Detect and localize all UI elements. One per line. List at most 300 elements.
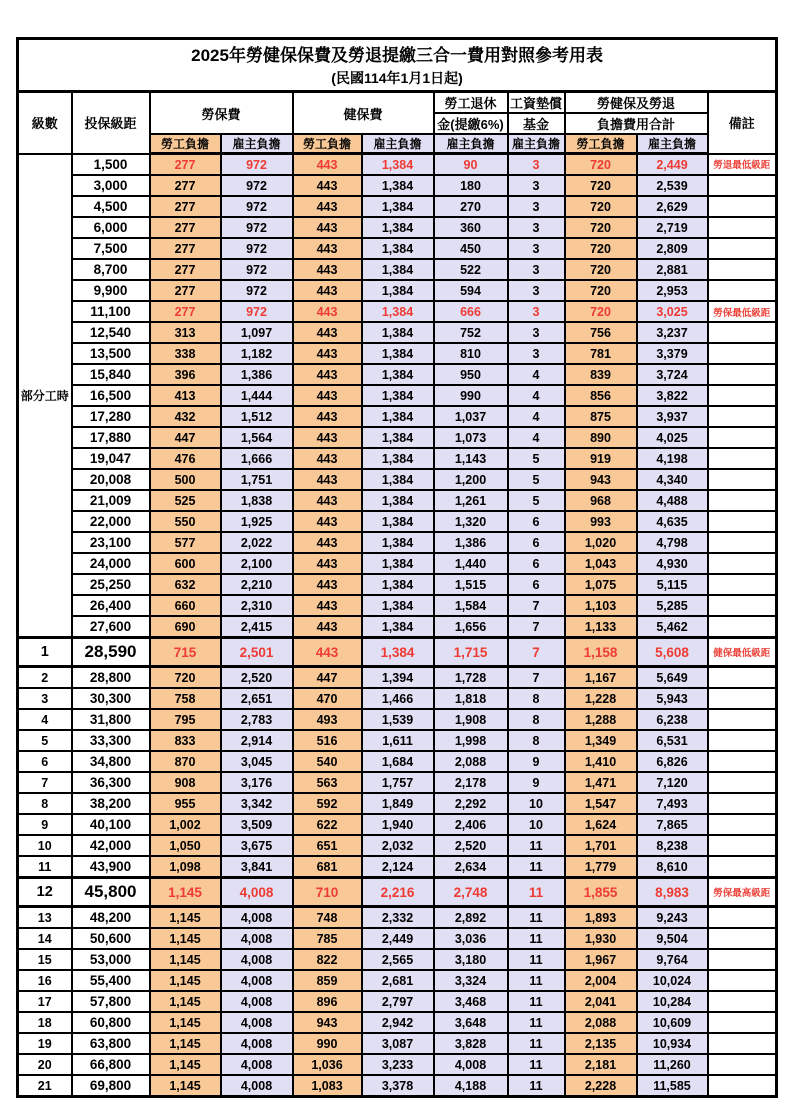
cell-total-worker: 2,228 bbox=[565, 1075, 637, 1097]
col-header-wage-fund-line2: 基金 bbox=[508, 113, 565, 134]
cell-labor-ins-employer: 3,342 bbox=[221, 793, 293, 814]
cell-labor-ins-employer: 4,008 bbox=[221, 949, 293, 970]
cell-total-employer: 2,881 bbox=[637, 259, 708, 280]
cell-labor-ins-worker: 277 bbox=[150, 175, 221, 196]
cell-health-ins-worker: 443 bbox=[293, 511, 362, 532]
cell-health-ins-employer: 1,384 bbox=[362, 301, 434, 322]
cell-pension-employer: 1,715 bbox=[434, 638, 508, 667]
table-row bbox=[18, 709, 777, 730]
cell-total-worker: 875 bbox=[565, 406, 637, 427]
cell-remark bbox=[708, 751, 777, 772]
table-title-cell bbox=[18, 39, 777, 92]
cell-total-worker: 720 bbox=[565, 301, 637, 322]
cell-remark bbox=[708, 688, 777, 709]
cell-remark bbox=[708, 1012, 777, 1033]
cell-bracket: 25,250 bbox=[72, 574, 150, 595]
cell-health-ins-worker: 710 bbox=[293, 878, 362, 907]
cell-remark bbox=[708, 574, 777, 595]
cell-total-employer: 5,608 bbox=[637, 638, 708, 667]
cell-labor-ins-worker: 720 bbox=[150, 667, 221, 689]
col-header-total-line1: 勞健保及勞退 bbox=[565, 92, 708, 114]
cell-remark bbox=[708, 1054, 777, 1075]
subheader-labor-worker: 勞工負擔 bbox=[150, 134, 221, 154]
cell-total-employer: 3,822 bbox=[637, 385, 708, 406]
cell-level: 20 bbox=[18, 1054, 72, 1075]
cell-health-ins-worker: 443 bbox=[293, 385, 362, 406]
table-subtitle: (民國114年1月1日起) bbox=[331, 70, 463, 86]
cell-labor-ins-employer: 972 bbox=[221, 175, 293, 196]
cell-labor-ins-employer: 972 bbox=[221, 301, 293, 322]
cell-labor-ins-employer: 972 bbox=[221, 154, 293, 176]
table-row bbox=[18, 688, 777, 709]
table-row bbox=[18, 238, 777, 259]
cell-health-ins-employer: 1,611 bbox=[362, 730, 434, 751]
cell-labor-ins-worker: 1,145 bbox=[150, 878, 221, 907]
cell-total-employer: 3,724 bbox=[637, 364, 708, 385]
cell-total-employer: 4,198 bbox=[637, 448, 708, 469]
cell-bracket: 42,000 bbox=[72, 835, 150, 856]
cell-labor-ins-employer: 2,100 bbox=[221, 553, 293, 574]
cell-total-worker: 1,893 bbox=[565, 907, 637, 929]
cell-labor-ins-employer: 2,415 bbox=[221, 616, 293, 638]
cell-pension-employer: 3,180 bbox=[434, 949, 508, 970]
cell-pension-employer: 360 bbox=[434, 217, 508, 238]
cell-wage-fund-employer: 8 bbox=[508, 709, 565, 730]
cell-labor-ins-worker: 577 bbox=[150, 532, 221, 553]
cell-labor-ins-employer: 1,925 bbox=[221, 511, 293, 532]
cell-total-worker: 756 bbox=[565, 322, 637, 343]
cell-bracket: 11,100 bbox=[72, 301, 150, 322]
cell-health-ins-employer: 1,384 bbox=[362, 532, 434, 553]
table-row bbox=[18, 991, 777, 1012]
cell-labor-ins-employer: 1,564 bbox=[221, 427, 293, 448]
cell-labor-ins-employer: 4,008 bbox=[221, 907, 293, 929]
table-row bbox=[18, 469, 777, 490]
cell-pension-employer: 1,998 bbox=[434, 730, 508, 751]
cell-total-worker: 2,181 bbox=[565, 1054, 637, 1075]
cell-remark bbox=[708, 991, 777, 1012]
cell-health-ins-employer: 1,384 bbox=[362, 574, 434, 595]
table-row bbox=[18, 907, 777, 929]
cell-remark: 健保最低級距 bbox=[708, 638, 777, 667]
cell-labor-ins-employer: 3,841 bbox=[221, 856, 293, 878]
cell-total-employer: 8,238 bbox=[637, 835, 708, 856]
cell-health-ins-employer: 1,384 bbox=[362, 343, 434, 364]
cell-wage-fund-employer: 11 bbox=[508, 949, 565, 970]
cell-wage-fund-employer: 11 bbox=[508, 907, 565, 929]
cell-labor-ins-employer: 2,310 bbox=[221, 595, 293, 616]
cell-total-employer: 8,983 bbox=[637, 878, 708, 907]
cell-wage-fund-employer: 4 bbox=[508, 427, 565, 448]
table-row bbox=[18, 385, 777, 406]
cell-health-ins-employer: 1,384 bbox=[362, 448, 434, 469]
cell-level: 6 bbox=[18, 751, 72, 772]
col-header-pension-line2: 金(提繳6%) bbox=[434, 113, 508, 134]
cell-pension-employer: 1,440 bbox=[434, 553, 508, 574]
cell-total-employer: 11,260 bbox=[637, 1054, 708, 1075]
cell-health-ins-employer: 1,384 bbox=[362, 322, 434, 343]
cell-health-ins-employer: 1,466 bbox=[362, 688, 434, 709]
cell-total-employer: 9,764 bbox=[637, 949, 708, 970]
cell-health-ins-employer: 3,378 bbox=[362, 1075, 434, 1097]
cell-labor-ins-worker: 632 bbox=[150, 574, 221, 595]
cell-pension-employer: 450 bbox=[434, 238, 508, 259]
cell-total-worker: 943 bbox=[565, 469, 637, 490]
cell-pension-employer: 3,468 bbox=[434, 991, 508, 1012]
cell-health-ins-employer: 1,384 bbox=[362, 616, 434, 638]
cell-total-employer: 5,462 bbox=[637, 616, 708, 638]
cell-bracket: 50,600 bbox=[72, 928, 150, 949]
cell-labor-ins-employer: 1,666 bbox=[221, 448, 293, 469]
cell-health-ins-employer: 2,449 bbox=[362, 928, 434, 949]
col-header-wage-fund-line1: 工資墊償 bbox=[508, 92, 565, 114]
cell-labor-ins-worker: 525 bbox=[150, 490, 221, 511]
cell-labor-ins-employer: 4,008 bbox=[221, 1075, 293, 1097]
part-time-label: 部分工時 bbox=[18, 154, 72, 638]
cell-bracket: 57,800 bbox=[72, 991, 150, 1012]
cell-labor-ins-worker: 1,145 bbox=[150, 949, 221, 970]
cell-labor-ins-employer: 4,008 bbox=[221, 1012, 293, 1033]
cell-level: 17 bbox=[18, 991, 72, 1012]
cell-labor-ins-employer: 1,838 bbox=[221, 490, 293, 511]
cell-total-worker: 1,779 bbox=[565, 856, 637, 878]
cell-wage-fund-employer: 11 bbox=[508, 1075, 565, 1097]
col-header-bracket: 投保級距 bbox=[72, 92, 150, 154]
cell-wage-fund-employer: 3 bbox=[508, 154, 565, 176]
cell-total-employer: 10,024 bbox=[637, 970, 708, 991]
cell-labor-ins-worker: 870 bbox=[150, 751, 221, 772]
cell-remark bbox=[708, 907, 777, 929]
cell-labor-ins-employer: 1,751 bbox=[221, 469, 293, 490]
cell-bracket: 4,500 bbox=[72, 196, 150, 217]
col-header-remark: 備註 bbox=[708, 92, 777, 154]
cell-remark bbox=[708, 667, 777, 689]
cell-total-worker: 1,855 bbox=[565, 878, 637, 907]
cell-remark bbox=[708, 856, 777, 878]
cell-labor-ins-worker: 1,145 bbox=[150, 907, 221, 929]
cell-wage-fund-employer: 11 bbox=[508, 1054, 565, 1075]
cell-wage-fund-employer: 6 bbox=[508, 532, 565, 553]
cell-health-ins-worker: 443 bbox=[293, 238, 362, 259]
cell-health-ins-employer: 3,087 bbox=[362, 1033, 434, 1054]
cell-health-ins-employer: 1,539 bbox=[362, 709, 434, 730]
cell-pension-employer: 810 bbox=[434, 343, 508, 364]
cell-total-employer: 2,809 bbox=[637, 238, 708, 259]
subheader-total-worker: 勞工負擔 bbox=[565, 134, 637, 154]
cell-level: 1 bbox=[18, 638, 72, 667]
table-row bbox=[18, 406, 777, 427]
cell-health-ins-employer: 2,124 bbox=[362, 856, 434, 878]
cell-wage-fund-employer: 8 bbox=[508, 730, 565, 751]
cell-wage-fund-employer: 5 bbox=[508, 469, 565, 490]
cell-total-employer: 3,379 bbox=[637, 343, 708, 364]
cell-bracket: 13,500 bbox=[72, 343, 150, 364]
table-row bbox=[18, 259, 777, 280]
cell-wage-fund-employer: 3 bbox=[508, 175, 565, 196]
table-row bbox=[18, 730, 777, 751]
cell-remark bbox=[708, 385, 777, 406]
cell-total-employer: 4,930 bbox=[637, 553, 708, 574]
cell-labor-ins-employer: 972 bbox=[221, 196, 293, 217]
cell-wage-fund-employer: 7 bbox=[508, 638, 565, 667]
cell-remark bbox=[708, 835, 777, 856]
cell-labor-ins-worker: 277 bbox=[150, 301, 221, 322]
cell-health-ins-worker: 859 bbox=[293, 970, 362, 991]
cell-health-ins-employer: 2,797 bbox=[362, 991, 434, 1012]
cell-labor-ins-worker: 955 bbox=[150, 793, 221, 814]
cell-health-ins-employer: 3,233 bbox=[362, 1054, 434, 1075]
cell-health-ins-worker: 443 bbox=[293, 553, 362, 574]
table-row bbox=[18, 574, 777, 595]
cell-labor-ins-worker: 277 bbox=[150, 217, 221, 238]
cell-pension-employer: 3,324 bbox=[434, 970, 508, 991]
cell-health-ins-worker: 443 bbox=[293, 343, 362, 364]
subheader-health-worker: 勞工負擔 bbox=[293, 134, 362, 154]
cell-total-employer: 11,585 bbox=[637, 1075, 708, 1097]
cell-level: 11 bbox=[18, 856, 72, 878]
cell-labor-ins-worker: 758 bbox=[150, 688, 221, 709]
cell-level: 16 bbox=[18, 970, 72, 991]
cell-level: 12 bbox=[18, 878, 72, 907]
table-row bbox=[18, 448, 777, 469]
cell-pension-employer: 950 bbox=[434, 364, 508, 385]
cell-pension-employer: 990 bbox=[434, 385, 508, 406]
cell-total-worker: 1,349 bbox=[565, 730, 637, 751]
cell-pension-employer: 2,520 bbox=[434, 835, 508, 856]
cell-wage-fund-employer: 7 bbox=[508, 595, 565, 616]
cell-health-ins-worker: 1,083 bbox=[293, 1075, 362, 1097]
cell-total-employer: 3,025 bbox=[637, 301, 708, 322]
cell-level: 14 bbox=[18, 928, 72, 949]
table-body bbox=[18, 154, 777, 1097]
cell-health-ins-worker: 443 bbox=[293, 259, 362, 280]
cell-remark bbox=[708, 511, 777, 532]
cell-pension-employer: 2,292 bbox=[434, 793, 508, 814]
header-row-1 bbox=[18, 92, 777, 114]
cell-health-ins-employer: 1,384 bbox=[362, 280, 434, 301]
cell-wage-fund-employer: 3 bbox=[508, 217, 565, 238]
cell-total-worker: 2,004 bbox=[565, 970, 637, 991]
table-row bbox=[18, 427, 777, 448]
cell-labor-ins-employer: 972 bbox=[221, 280, 293, 301]
cell-wage-fund-employer: 4 bbox=[508, 364, 565, 385]
cell-labor-ins-worker: 447 bbox=[150, 427, 221, 448]
cell-total-worker: 1,288 bbox=[565, 709, 637, 730]
cell-health-ins-worker: 443 bbox=[293, 217, 362, 238]
cell-health-ins-worker: 516 bbox=[293, 730, 362, 751]
cell-health-ins-employer: 1,940 bbox=[362, 814, 434, 835]
cell-remark bbox=[708, 793, 777, 814]
cell-health-ins-employer: 1,384 bbox=[362, 217, 434, 238]
cell-total-employer: 5,285 bbox=[637, 595, 708, 616]
cell-bracket: 28,800 bbox=[72, 667, 150, 689]
cell-remark: 勞保最低級距 bbox=[708, 301, 777, 322]
cell-health-ins-worker: 822 bbox=[293, 949, 362, 970]
cell-wage-fund-employer: 3 bbox=[508, 322, 565, 343]
cell-pension-employer: 2,748 bbox=[434, 878, 508, 907]
cell-labor-ins-worker: 1,050 bbox=[150, 835, 221, 856]
cell-wage-fund-employer: 8 bbox=[508, 688, 565, 709]
cell-wage-fund-employer: 4 bbox=[508, 385, 565, 406]
cell-total-employer: 10,284 bbox=[637, 991, 708, 1012]
cell-health-ins-worker: 990 bbox=[293, 1033, 362, 1054]
cell-total-employer: 9,504 bbox=[637, 928, 708, 949]
cell-pension-employer: 594 bbox=[434, 280, 508, 301]
cell-pension-employer: 2,088 bbox=[434, 751, 508, 772]
cell-total-worker: 1,624 bbox=[565, 814, 637, 835]
cell-level: 9 bbox=[18, 814, 72, 835]
cell-total-worker: 856 bbox=[565, 385, 637, 406]
table-row bbox=[18, 949, 777, 970]
cell-bracket: 33,300 bbox=[72, 730, 150, 751]
cell-pension-employer: 2,892 bbox=[434, 907, 508, 929]
cell-health-ins-worker: 443 bbox=[293, 490, 362, 511]
cell-total-employer: 3,937 bbox=[637, 406, 708, 427]
cell-remark: 勞退最低級距 bbox=[708, 154, 777, 176]
cell-total-worker: 1,967 bbox=[565, 949, 637, 970]
cell-total-employer: 2,539 bbox=[637, 175, 708, 196]
cell-bracket: 9,900 bbox=[72, 280, 150, 301]
cell-level: 5 bbox=[18, 730, 72, 751]
cell-labor-ins-worker: 338 bbox=[150, 343, 221, 364]
cell-total-worker: 720 bbox=[565, 259, 637, 280]
table-row bbox=[18, 638, 777, 667]
cell-labor-ins-worker: 833 bbox=[150, 730, 221, 751]
cell-total-worker: 1,701 bbox=[565, 835, 637, 856]
table-row bbox=[18, 814, 777, 835]
cell-bracket: 36,300 bbox=[72, 772, 150, 793]
cell-bracket: 8,700 bbox=[72, 259, 150, 280]
cell-labor-ins-employer: 2,914 bbox=[221, 730, 293, 751]
cell-bracket: 63,800 bbox=[72, 1033, 150, 1054]
cell-total-employer: 2,629 bbox=[637, 196, 708, 217]
cell-health-ins-worker: 443 bbox=[293, 301, 362, 322]
cell-wage-fund-employer: 11 bbox=[508, 878, 565, 907]
cell-labor-ins-employer: 4,008 bbox=[221, 878, 293, 907]
cell-health-ins-employer: 2,332 bbox=[362, 907, 434, 929]
cell-health-ins-worker: 443 bbox=[293, 427, 362, 448]
cell-total-worker: 968 bbox=[565, 490, 637, 511]
table-row bbox=[18, 878, 777, 907]
cell-pension-employer: 1,584 bbox=[434, 595, 508, 616]
cell-health-ins-employer: 1,384 bbox=[362, 259, 434, 280]
col-header-total-line2: 負擔費用合計 bbox=[565, 113, 708, 134]
cell-labor-ins-worker: 1,002 bbox=[150, 814, 221, 835]
table-row bbox=[18, 928, 777, 949]
cell-health-ins-worker: 470 bbox=[293, 688, 362, 709]
cell-health-ins-worker: 622 bbox=[293, 814, 362, 835]
cell-total-employer: 4,025 bbox=[637, 427, 708, 448]
cell-labor-ins-employer: 1,444 bbox=[221, 385, 293, 406]
cell-labor-ins-worker: 413 bbox=[150, 385, 221, 406]
cell-total-employer: 3,237 bbox=[637, 322, 708, 343]
cell-bracket: 17,880 bbox=[72, 427, 150, 448]
cell-remark bbox=[708, 469, 777, 490]
cell-health-ins-employer: 1,394 bbox=[362, 667, 434, 689]
cell-pension-employer: 3,828 bbox=[434, 1033, 508, 1054]
cell-bracket: 66,800 bbox=[72, 1054, 150, 1075]
table-row bbox=[18, 175, 777, 196]
cell-health-ins-employer: 1,384 bbox=[362, 427, 434, 448]
cell-wage-fund-employer: 9 bbox=[508, 751, 565, 772]
cell-health-ins-employer: 1,384 bbox=[362, 154, 434, 176]
cell-remark bbox=[708, 406, 777, 427]
cell-health-ins-employer: 2,032 bbox=[362, 835, 434, 856]
cell-health-ins-worker: 443 bbox=[293, 448, 362, 469]
table-row bbox=[18, 595, 777, 616]
cell-labor-ins-worker: 277 bbox=[150, 280, 221, 301]
cell-pension-employer: 1,261 bbox=[434, 490, 508, 511]
cell-bracket: 12,540 bbox=[72, 322, 150, 343]
cell-health-ins-worker: 1,036 bbox=[293, 1054, 362, 1075]
cell-labor-ins-employer: 2,651 bbox=[221, 688, 293, 709]
cell-labor-ins-worker: 476 bbox=[150, 448, 221, 469]
cell-level: 18 bbox=[18, 1012, 72, 1033]
cell-labor-ins-employer: 972 bbox=[221, 217, 293, 238]
cell-total-employer: 10,609 bbox=[637, 1012, 708, 1033]
cell-remark bbox=[708, 928, 777, 949]
cell-health-ins-worker: 748 bbox=[293, 907, 362, 929]
table-row bbox=[18, 511, 777, 532]
table-row bbox=[18, 1075, 777, 1097]
cell-health-ins-employer: 1,384 bbox=[362, 364, 434, 385]
cell-labor-ins-worker: 1,098 bbox=[150, 856, 221, 878]
cell-health-ins-worker: 443 bbox=[293, 638, 362, 667]
cell-pension-employer: 1,728 bbox=[434, 667, 508, 689]
cell-total-worker: 720 bbox=[565, 175, 637, 196]
cell-health-ins-worker: 493 bbox=[293, 709, 362, 730]
cell-level: 15 bbox=[18, 949, 72, 970]
cell-health-ins-employer: 1,384 bbox=[362, 385, 434, 406]
cell-level: 4 bbox=[18, 709, 72, 730]
cell-total-employer: 2,719 bbox=[637, 217, 708, 238]
col-header-health-insurance: 健保費 bbox=[293, 92, 434, 135]
cell-total-worker: 1,471 bbox=[565, 772, 637, 793]
cell-pension-employer: 2,178 bbox=[434, 772, 508, 793]
cell-total-worker: 1,410 bbox=[565, 751, 637, 772]
cell-level: 7 bbox=[18, 772, 72, 793]
cell-bracket: 27,600 bbox=[72, 616, 150, 638]
cell-health-ins-worker: 681 bbox=[293, 856, 362, 878]
cell-remark bbox=[708, 343, 777, 364]
cell-labor-ins-worker: 432 bbox=[150, 406, 221, 427]
table-row bbox=[18, 1033, 777, 1054]
table-row bbox=[18, 1012, 777, 1033]
cell-labor-ins-worker: 313 bbox=[150, 322, 221, 343]
cell-pension-employer: 1,818 bbox=[434, 688, 508, 709]
table-row bbox=[18, 322, 777, 343]
cell-remark bbox=[708, 949, 777, 970]
cell-total-employer: 5,649 bbox=[637, 667, 708, 689]
cell-labor-ins-employer: 2,520 bbox=[221, 667, 293, 689]
cell-labor-ins-employer: 972 bbox=[221, 259, 293, 280]
cell-labor-ins-employer: 972 bbox=[221, 238, 293, 259]
cell-bracket: 7,500 bbox=[72, 238, 150, 259]
cell-total-employer: 2,449 bbox=[637, 154, 708, 176]
cell-labor-ins-worker: 715 bbox=[150, 638, 221, 667]
cell-labor-ins-employer: 4,008 bbox=[221, 970, 293, 991]
cell-labor-ins-employer: 2,501 bbox=[221, 638, 293, 667]
cell-wage-fund-employer: 11 bbox=[508, 1012, 565, 1033]
cell-remark bbox=[708, 217, 777, 238]
cell-health-ins-employer: 1,384 bbox=[362, 238, 434, 259]
cell-health-ins-worker: 443 bbox=[293, 595, 362, 616]
cell-remark bbox=[708, 532, 777, 553]
cell-health-ins-employer: 1,684 bbox=[362, 751, 434, 772]
table-row bbox=[18, 217, 777, 238]
cell-bracket: 6,000 bbox=[72, 217, 150, 238]
cell-total-employer: 4,340 bbox=[637, 469, 708, 490]
